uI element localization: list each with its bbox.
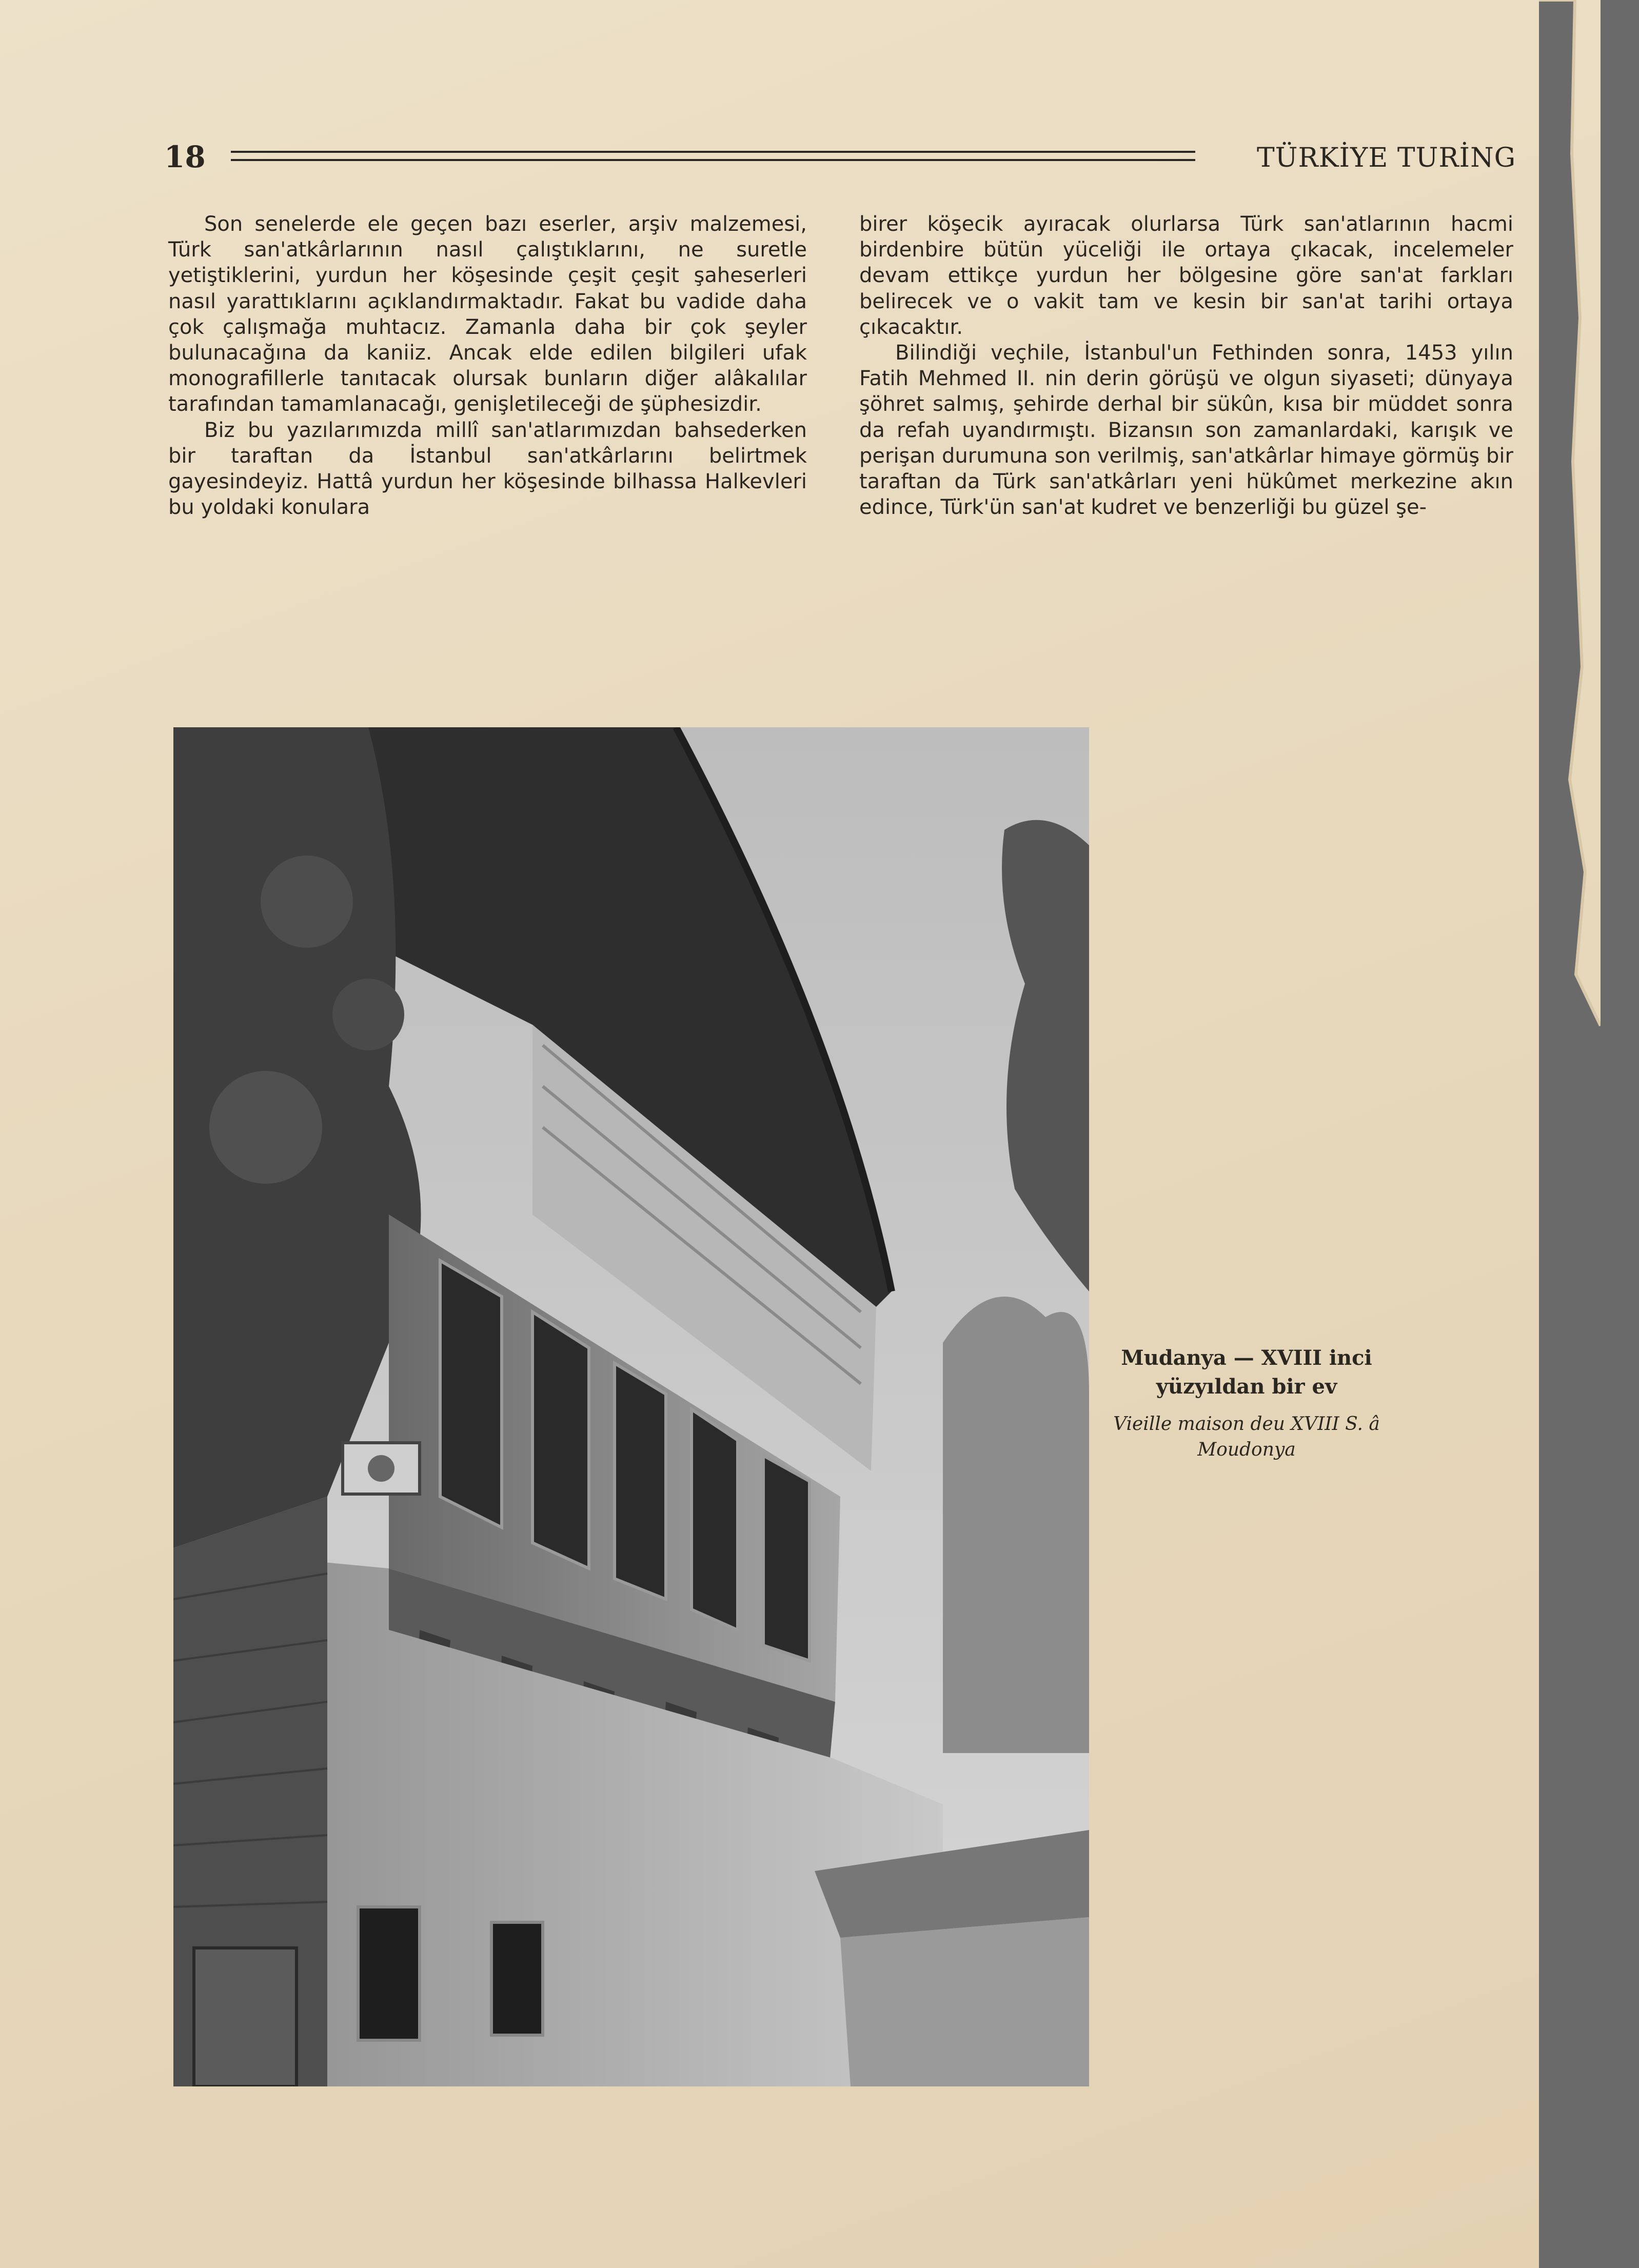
torn-paper-edge <box>1539 0 1601 2268</box>
caption-french-line-1: Vieille maison deu XVIII S. â <box>1113 1414 1380 1435</box>
header-rule <box>231 151 1195 161</box>
article-column-left <box>168 211 807 520</box>
caption-line-2: yüzyıldan bir ev <box>1156 1375 1337 1399</box>
magazine-name: TÜRKİYE TURİNG <box>1257 143 1516 173</box>
photo-mudanya-house <box>173 727 1089 2086</box>
photo-caption <box>1103 1344 1390 1463</box>
paragraph: Son senelerde ele geçen bazı eserler, arşiv malzemesi, Türk san'atkârlarının nasıl çalıştıklarını, ne suretle yetiştiklerini, yurdun her köşesinde çeşit çeşit şaheserleri nasıl yarattıklarını açıklandırmaktadır. Fakat bu vadide daha çok çalışmağa muhtacız. Zamanla daha bir çok şeyler bulunacağına da kaniiz. Ancak elde edilen bilgileri ufak monografillerle tanıtacak olursak bunların diğer alâkalılar tarafından tamamlanacağı, genişletileceği de şüphesizdir. <box>168 212 807 416</box>
caption-line-1: Mudanya — XVIII inci <box>1121 1346 1372 1370</box>
article-column-right <box>859 211 1513 520</box>
caption-french-line-2: Moudonya <box>1197 1439 1296 1460</box>
page-header <box>164 140 1590 191</box>
paragraph: Bilindiği veçhile, İstanbul'un Fethinden sonra, 1453 yılın Fatih Mehmed II. nin derin görüşü ve olgun siyaseti; dünyaya şöhret salmış, şehirde derhal bir sükûn, kısa bir müddet sonra da refah uyandırmıştı. Bizansın son zamanlardaki, karışık ve perişan durumuna son verilmiş, san'atkârlar himaye görmüş bir taraftan da Türk san'atkârları yeni hükûmet merkezine akın edince, Türk'ün san'at kudret ve benzerliği bu güzel şe- <box>859 341 1513 520</box>
paragraph: Biz bu yazılarımızda millî san'atlarımızdan bahsederken bir taraftan da İstanbul san'atkârlarını belirtmek gayesindeyiz. Hattâ yurdun her köşesinde bilhassa Halkevleri bu yoldaki konulara <box>168 418 807 520</box>
page-number: 18 <box>164 140 206 174</box>
paragraph: birer köşecik ayıracak olurlarsa Türk san'atlarının hacmi birdenbire bütün yüceliği ile ortaya çıkacak, incelemeler devam ettikçe yurdun her bölgesine göre san'at farkları belirecek ve o vakit tam ve kesin bir san'at tarihi ortaya çıkacaktır. <box>859 212 1513 339</box>
